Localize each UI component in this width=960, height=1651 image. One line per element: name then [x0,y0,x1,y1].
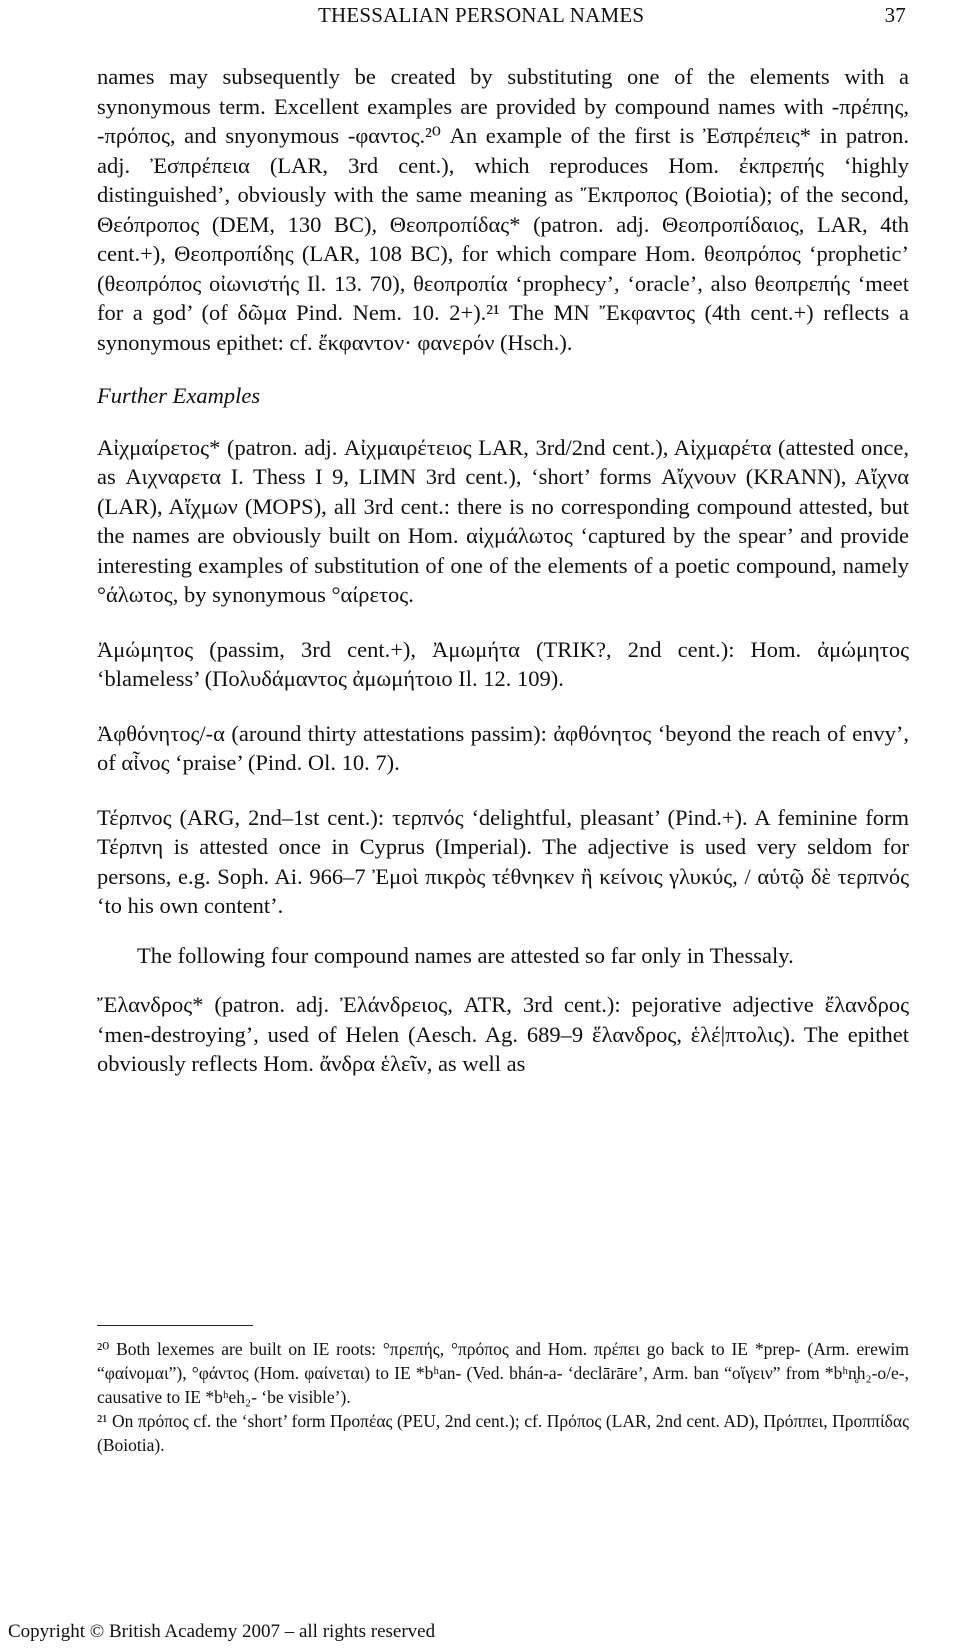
main-text [97,62,909,1079]
running-header [318,3,906,33]
page-number: 37 [884,3,906,27]
footnote-20: ²⁰ Both lexemes are built on IE roots: °πρεπής, °πρόπος and Hom. πρέπει go back to IE *prep- (Arm. erewim “φαίνομαι”), °φάντος (Hom. φαίνεται) to IE *bʰan- (Ved. bhán-a- ‘declārāre’, Arm. ban “οἴγειν” from *bʰn̥h₂-o/e-, causative to IE *bʰeh₂- ‘be visible’). [97,1339,909,1407]
entry-amometos: Ἀμώμητος (passim, 3rd cent.+), Ἀμωμήτα (TRIK?, 2nd cent.): Hom. ἀμώμητος ‘blameless’ (Πολυδάμαντος ἀμωμήτοιο Il. 12. 109). [97,636,909,691]
paragraph-thessaly-note: The following four compound names are attested so far only in Thessaly. [137,942,794,968]
running-title: THESSALIAN PERSONAL NAMES [318,3,645,27]
footnotes [97,1337,909,1457]
entry-aichmairetos: Αἰχμαίρετος* (patron. adj. Αἰχμαιρέτειος LAR, 3rd/2nd cent.), Αἰχμαρέτα (attested once, as Αιχναρετα I. Thess I 9, LIMN 3rd cent.), ‘short’ forms Αἴχνουν (KRANN), Αἴχνα (LAR), Αἴχμων (MOPS), all 3rd cent.: there is no corresponding compound attested, but the names are obviously built on Hom. αἰχμάλωτος ‘captured by the spear’ and provide interesting examples of substitution of one of the elements of a poetic compound, namely °άλωτος, by synonymous °αίρετος. [97,434,909,607]
copyright-notice: Copyright © British Academy 2007 – all rights reserved [8,1621,436,1642]
footnote-21: ²¹ On πρόπος cf. the ‘short’ form Προπέας (PEU, 2nd cent.); cf. Πρόπος (LAR, 2nd cent. AD), Πρόππει, Προππίδας (Boiotia). [97,1411,909,1455]
entry-terpnos: Τέρπνος (ARG, 2nd–1st cent.): τερπνός ‘delightful, pleasant’ (Pind.+). A feminine form Τέρπνη is attested once in Cyprus (Imperial). The adjective is used very seldom for persons, e.g. Soph. Ai. 966–7 Ἐμοὶ πικρὸς τέθνηκεν ἢ κείνοις γλυκύς, / αὑτῷ δὲ τερπνός ‘to his own content’. [97,804,909,918]
section-subheading: Further Examples [97,383,261,408]
footnote-rule [97,1325,253,1326]
entry-aphthonetos: Ἀφθόνητος/-α (around thirty attestations passim): ἀφθόνητος ‘beyond the reach of envy’, of αἶνος ‘praise’ (Pind. Ol. 10. 7). [97,720,909,775]
entry-elandros: Ἔλανδρος* (patron. adj. Ἐλάνδρειος, ATR, 3rd cent.): pejorative adjective ἔλανδρος ‘men-destroying’, used of Helen (Aesch. Ag. 689–9 ἕλανδρος, ἑλέ|πτολις). The epithet obviously reflects Hom. ἄνδρα ἑλεῖν, as well as [97,992,909,1076]
paragraph-1: names may subsequently be created by substituting one of the elements with a synonymous term. Excellent examples are provided by compound names with -πρέπης, -πρόπος, and snyonymous -φαντος.²⁰ An example of the first is Ἐσπρέπεις* in patron. adj. Ἐσπρέπεια (LAR, 3rd cent.), which reproduces Hom. ἐκπρεπής ‘highly distinguished’, obviously with the same meaning as Ἔκπροπος (Boiotia); of the second, Θεόπροπος (DEM, 130 BC), Θεοπροπίδας* (patron. adj. Θεοπροπίδαιος, LAR, 4th cent.+), Θεοπροπίδης (LAR, 108 BC), for which compare Hom. θεοπρόπος ‘prophetic’ (θεοπρόπος οἰωνιστής Il. 13. 70), θεοπροπία ‘prophecy’, ‘oracle’, also θεοπρεπής ‘meet for a god’ (of δῶμα Pind. Nem. 10. 2+).²¹ The MN Ἔκφαντος (4th cent.+) reflects a synonymous epithet: cf. ἔκφαντον· φανερόν (Hsch.). [97,64,909,355]
